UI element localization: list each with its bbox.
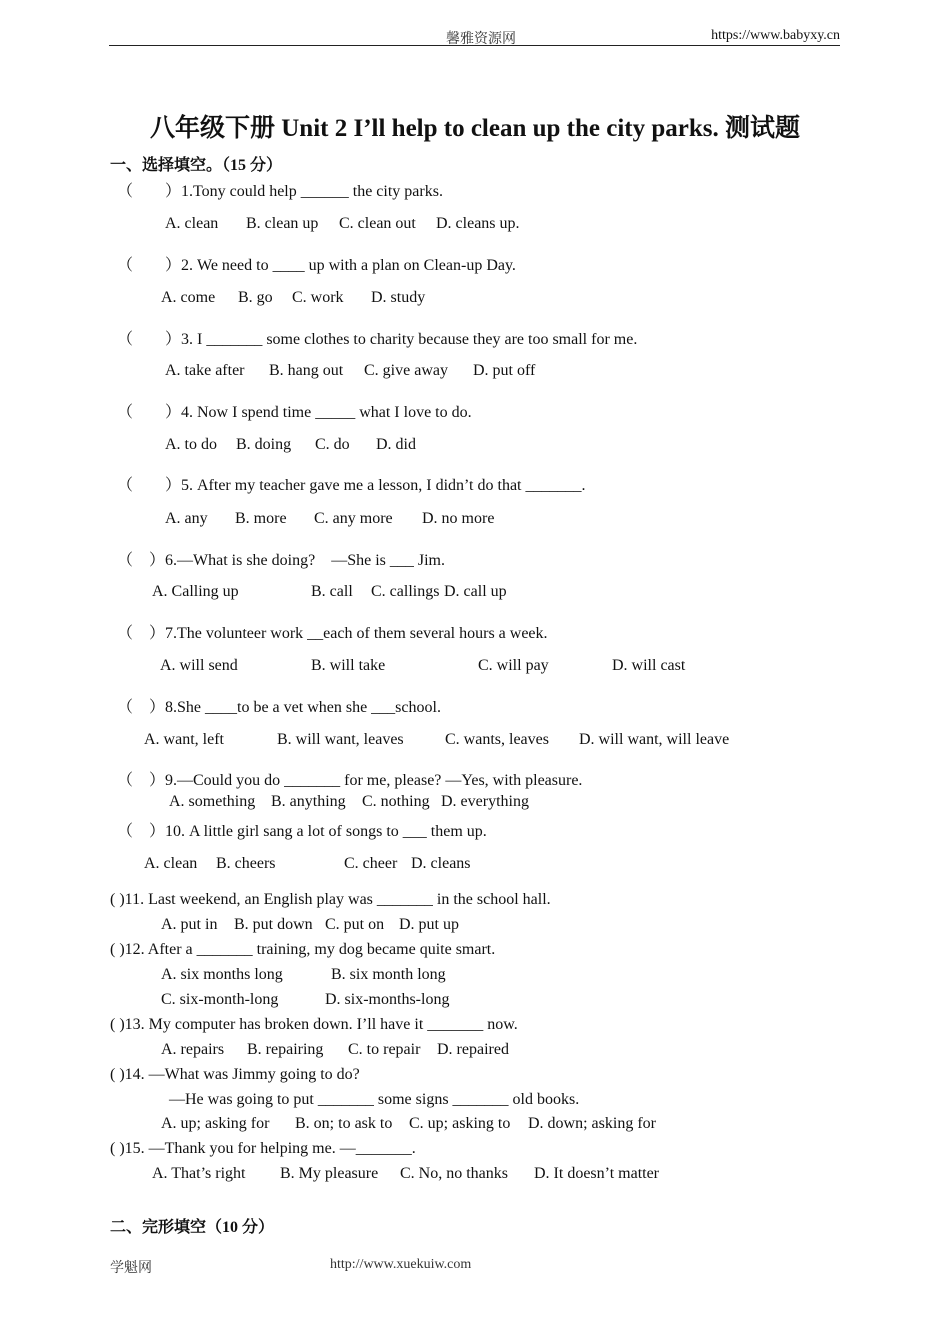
question-option: C. work: [292, 289, 344, 306]
header-divider: [109, 45, 840, 46]
question-option: D. will want, will leave: [579, 731, 730, 748]
question-stem-10: （ ）10. A little girl sang a lot of songs to ___ them up.: [117, 823, 487, 840]
question-option: D. put off: [473, 362, 536, 379]
question-option: C. cheer: [344, 855, 398, 872]
question-option: D. six-months-long: [325, 991, 450, 1008]
question-option: B. six month long: [331, 966, 446, 983]
section-heading-choice: 一、选择填空。（15 分）: [110, 157, 283, 174]
question-option: C. clean out: [339, 215, 416, 232]
footer-site: 学魁网: [110, 1261, 152, 1276]
question-option: D. down; asking for: [528, 1115, 656, 1132]
question-option: D. did: [376, 436, 416, 453]
question-stem-3: （ ）3. I _______ some clothes to charity because they are too small for me.: [117, 331, 638, 348]
question-stem-8: （ ）8.She ____to be a vet when she ___school.: [117, 699, 441, 716]
question-option: A. any: [165, 510, 208, 527]
question-option: A. come: [161, 289, 216, 306]
question-stem-4: （ ）4. Now I spend time _____ what I love to do.: [117, 404, 472, 421]
question-option: A. take after: [165, 362, 245, 379]
question-option: B. put down: [234, 916, 313, 933]
question-option: C. any more: [314, 510, 393, 527]
question-option: A. want, left: [144, 731, 224, 748]
question-stem-2: （ ）2. We need to ____ up with a plan on Clean-up Day.: [117, 257, 516, 274]
question-option: C. do: [315, 436, 350, 453]
question-option: D. call up: [444, 583, 507, 600]
question-option: D. cleans: [411, 855, 471, 872]
question-stem-6: （ ）6.—What is she doing? —She is ___ Jim.: [117, 552, 445, 569]
question-stem-11: ( )11. Last weekend, an English play was _______ in the school hall.: [110, 891, 551, 908]
question-option: C. to repair: [348, 1041, 421, 1058]
question-option: A. something: [169, 793, 256, 810]
question-option: B. will want, leaves: [277, 731, 404, 748]
question-option: B. clean up: [246, 215, 319, 232]
question-option: A. clean: [144, 855, 198, 872]
question-option: C. give away: [364, 362, 448, 379]
question-option: B. cheers: [216, 855, 276, 872]
question-option: C. wants, leaves: [445, 731, 549, 748]
question-stem-15: ( )15. —Thank you for helping me. —_______.: [110, 1140, 416, 1157]
question-option: C. No, no thanks: [400, 1165, 508, 1182]
question-option: A. up; asking for: [161, 1115, 270, 1132]
question-option: A. to do: [165, 436, 217, 453]
question-stem-14-answer: —He was going to put _______ some signs _______ old books.: [169, 1091, 580, 1108]
question-option: B. repairing: [247, 1041, 324, 1058]
question-option: C. put on: [325, 916, 385, 933]
question-option: C. callings: [371, 583, 440, 600]
header-url[interactable]: https://www.babyxy.cn: [711, 28, 840, 43]
question-option: B. more: [235, 510, 287, 527]
question-option: D. cleans up.: [436, 215, 520, 232]
question-option: D. put up: [399, 916, 459, 933]
question-option: D. repaired: [437, 1041, 509, 1058]
footer-url[interactable]: http://www.xuekuiw.com: [330, 1257, 472, 1272]
question-stem-13: ( )13. My computer has broken down. I’ll have it _______ now.: [110, 1016, 518, 1033]
question-stem-14: ( )14. —What was Jimmy going to do?: [110, 1066, 360, 1083]
question-option: B. anything: [271, 793, 346, 810]
question-option: B. doing: [236, 436, 292, 453]
question-option: B. call: [311, 583, 353, 600]
question-option: C. will pay: [478, 657, 549, 674]
page-title: 八年级下册 Unit 2 I’ll help to clean up the city parks. 测试题: [149, 115, 801, 142]
question-option: A. will send: [160, 657, 238, 674]
question-option: B. on; to ask to: [295, 1115, 393, 1132]
question-option: C. up; asking to: [409, 1115, 511, 1132]
question-option: B. will take: [311, 657, 386, 674]
question-option: A. Calling up: [152, 583, 239, 600]
question-option: B. My pleasure: [280, 1165, 379, 1182]
question-option: D. It doesn’t matter: [534, 1165, 660, 1182]
section-heading-cloze: 二、完形填空（10 分）: [110, 1219, 275, 1236]
question-stem-1: （ ）1.Tony could help ______ the city parks.: [117, 183, 443, 200]
question-option: C. six-month-long: [161, 991, 279, 1008]
question-option: A. put in: [161, 916, 218, 933]
question-option: D. everything: [441, 793, 529, 810]
question-stem-12: ( )12. After a _______ training, my dog became quite smart.: [110, 941, 496, 958]
question-option: A. That’s right: [152, 1165, 246, 1182]
question-option: A. clean: [165, 215, 219, 232]
question-stem-9: （ ）9.—Could you do _______ for me, please? —Yes, with pleasure.: [117, 772, 583, 789]
question-option: D. study: [371, 289, 426, 306]
question-stem-7: （ ）7.The volunteer work __each of them several hours a week.: [117, 625, 548, 642]
question-option: C. nothing: [362, 793, 430, 810]
question-option: A. six months long: [161, 966, 283, 983]
question-option: D. no more: [422, 510, 495, 527]
question-stem-5: （ ）5. After my teacher gave me a lesson, I didn’t do that _______.: [117, 477, 586, 494]
question-option: D. will cast: [612, 657, 686, 674]
question-option: A. repairs: [161, 1041, 225, 1058]
question-option: B. go: [238, 289, 273, 306]
question-option: B. hang out: [269, 362, 344, 379]
header-site: 馨雅资源网: [446, 32, 516, 47]
